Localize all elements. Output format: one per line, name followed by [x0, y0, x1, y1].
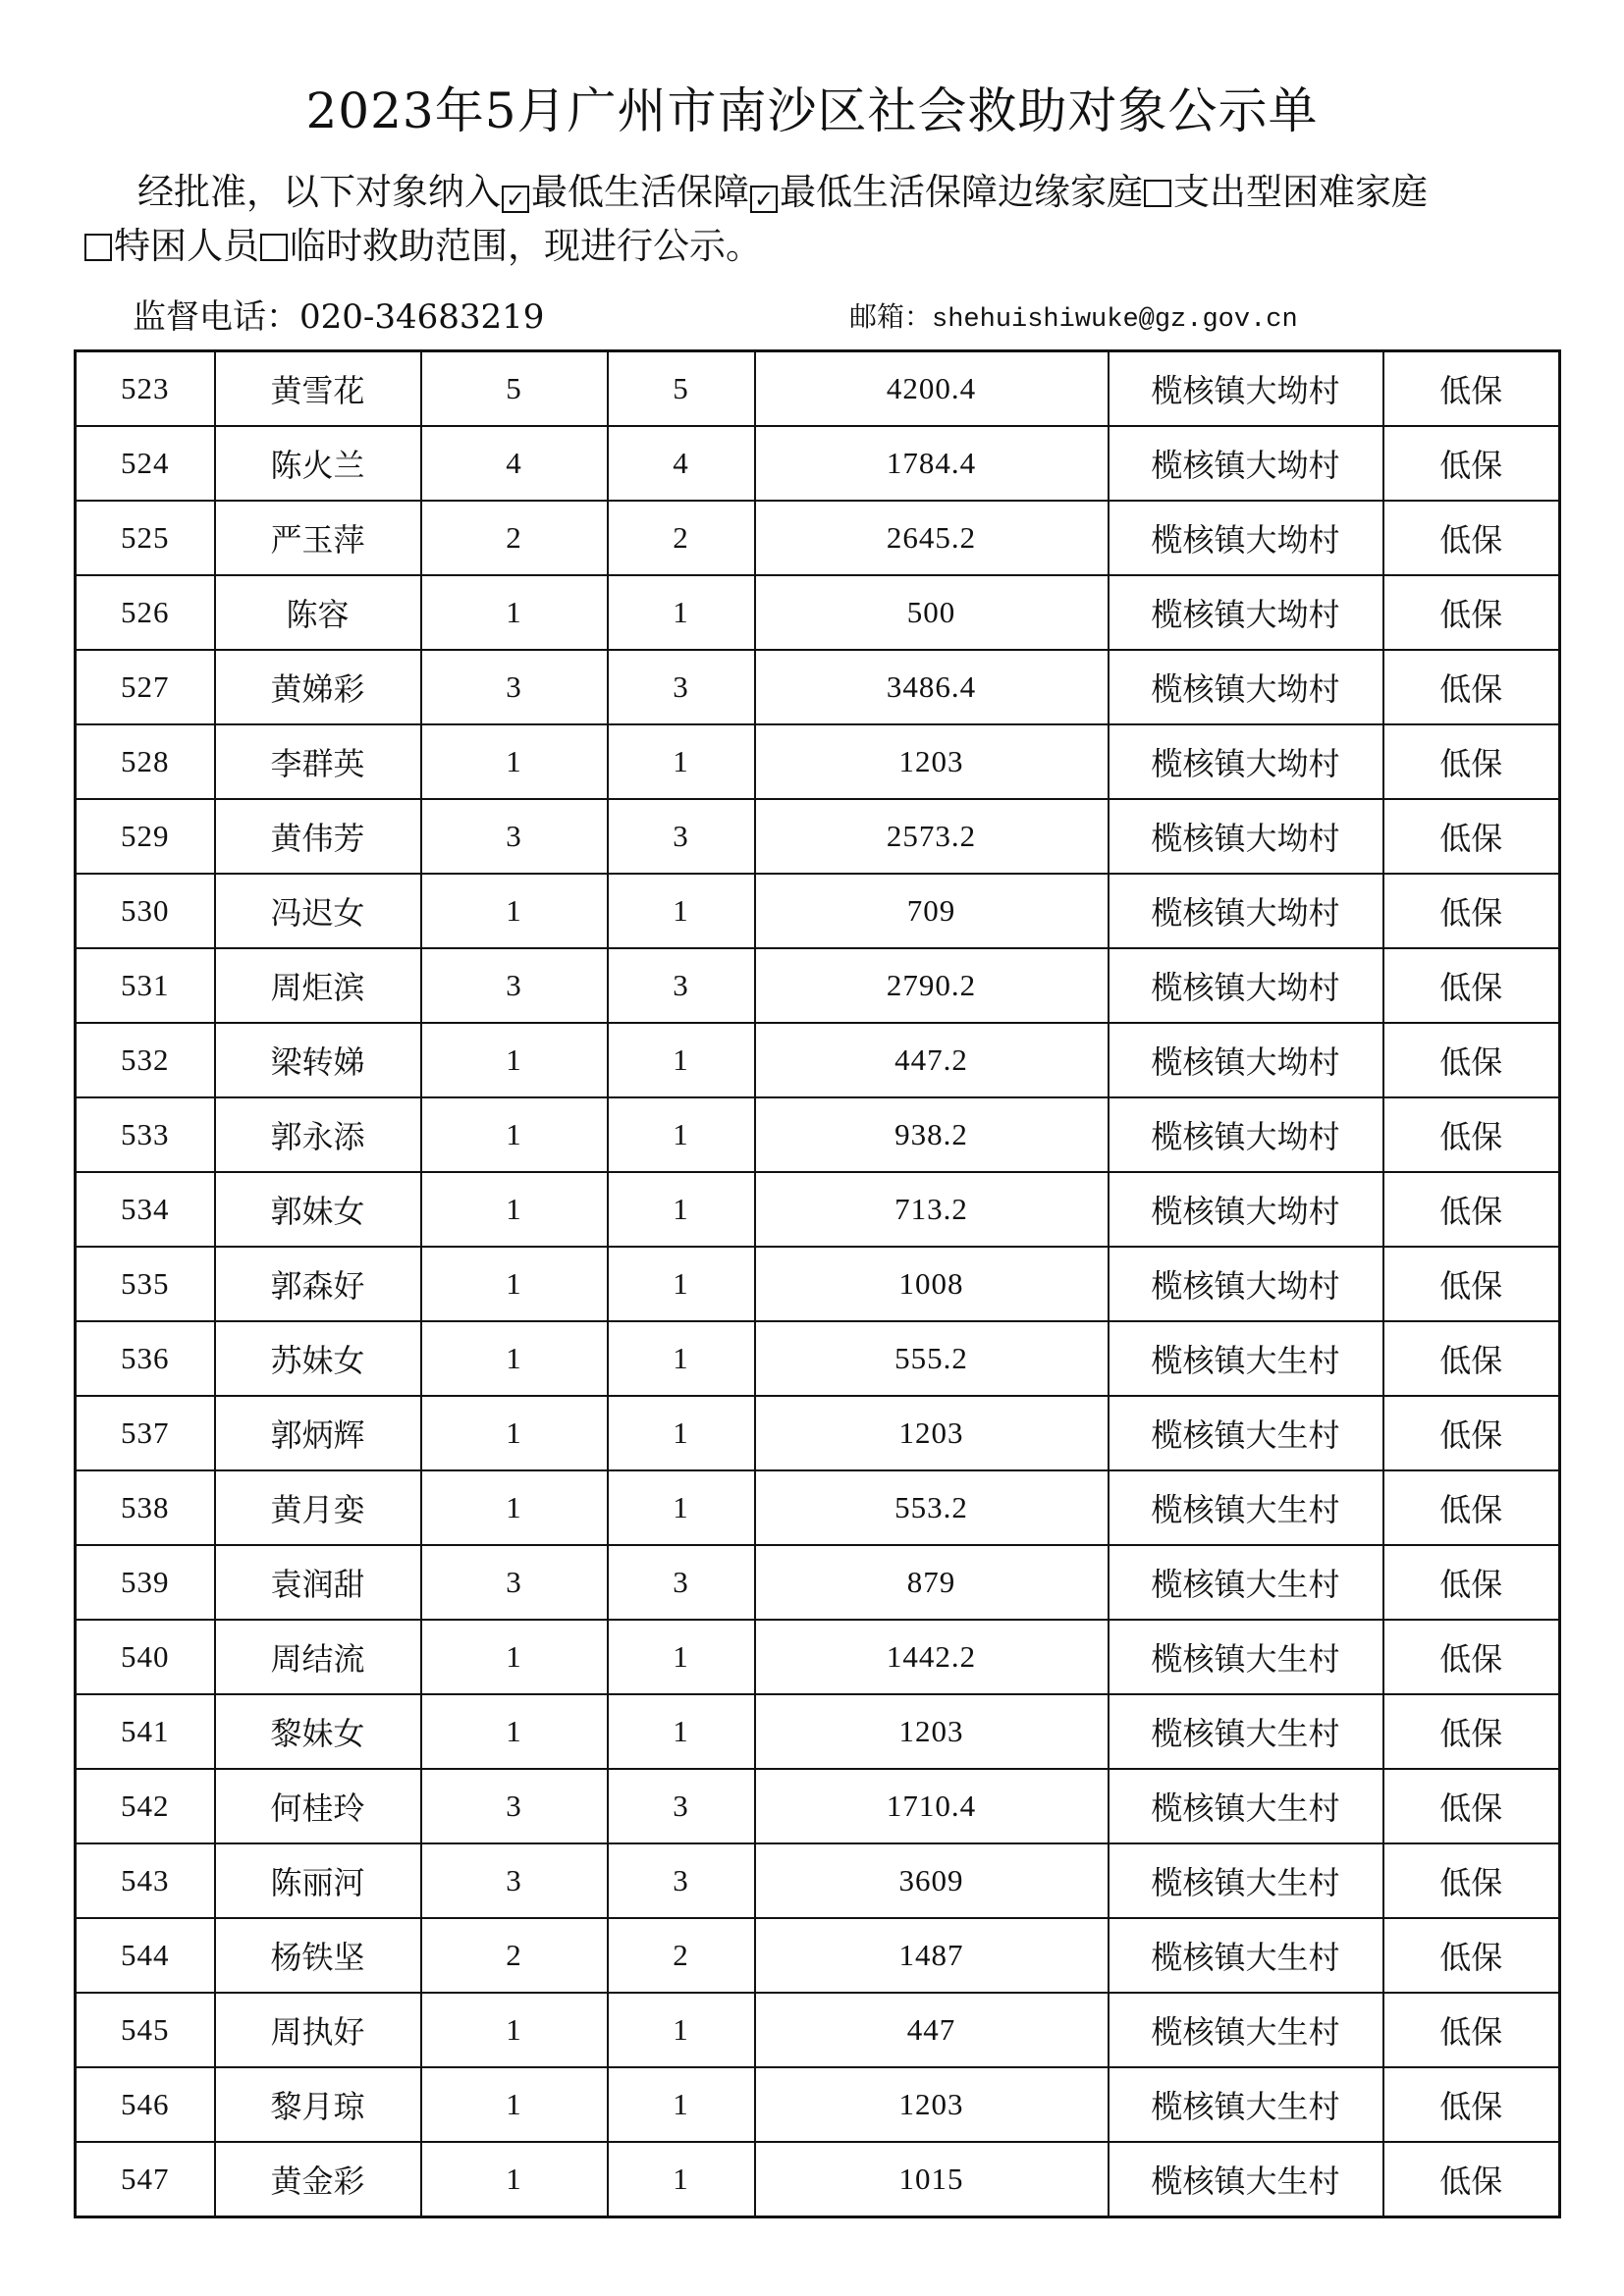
cell-aid-count: 3 [608, 948, 755, 1023]
cell-aid-type: 低保 [1383, 351, 1560, 427]
cell-aid-count: 1 [608, 1023, 755, 1097]
cell-address: 榄核镇大坳村 [1109, 426, 1383, 501]
cell-serial-number: 532 [76, 1023, 215, 1097]
cell-aid-count: 3 [608, 650, 755, 724]
cell-aid-type: 低保 [1383, 501, 1560, 575]
cell-household-size: 3 [421, 1843, 608, 1918]
cell-household-size: 1 [421, 1097, 608, 1172]
cell-aid-type: 低保 [1383, 1694, 1560, 1769]
table-row [76, 1694, 1560, 1769]
cell-name: 严玉萍 [215, 501, 421, 575]
cell-household-size: 1 [421, 724, 608, 799]
cell-aid-count: 3 [608, 1843, 755, 1918]
table-row [76, 650, 1560, 724]
cell-name: 陈容 [215, 575, 421, 650]
table-row [76, 1545, 1560, 1620]
cell-amount: 938.2 [755, 1097, 1109, 1172]
cell-serial-number: 523 [76, 351, 215, 427]
cell-aid-type: 低保 [1383, 2142, 1560, 2217]
phone-label: 监督电话： [133, 297, 299, 337]
cell-amount: 1203 [755, 2067, 1109, 2142]
cell-aid-type: 低保 [1383, 1993, 1560, 2067]
cell-name: 陈火兰 [215, 426, 421, 501]
cell-household-size: 3 [421, 948, 608, 1023]
cell-name: 杨铁坚 [215, 1918, 421, 1993]
cell-aid-type: 低保 [1383, 799, 1560, 874]
checkbox-checked-icon: ✓ [750, 186, 778, 213]
records-body [76, 351, 1560, 2217]
table-row [76, 2067, 1560, 2142]
cell-serial-number: 540 [76, 1620, 215, 1694]
checkbox-option-expense-hardship: 支出型困难家庭 [1143, 171, 1428, 213]
cell-aid-count: 1 [608, 575, 755, 650]
checkbox-option-dibao-edge: ✓ 最低生活保障边缘家庭 [749, 171, 1143, 213]
cell-serial-number: 541 [76, 1694, 215, 1769]
cell-address: 榄核镇大坳村 [1109, 874, 1383, 948]
cell-household-size: 1 [421, 575, 608, 650]
cell-household-size: 1 [421, 2142, 608, 2217]
table-row [76, 1172, 1560, 1247]
table-row [76, 1321, 1560, 1396]
cell-household-size: 2 [421, 1918, 608, 1993]
cell-aid-type: 低保 [1383, 2067, 1560, 2142]
cell-serial-number: 545 [76, 1993, 215, 2067]
cell-aid-count: 1 [608, 1620, 755, 1694]
cell-household-size: 1 [421, 1023, 608, 1097]
cell-address: 榄核镇大生村 [1109, 1470, 1383, 1545]
cell-aid-type: 低保 [1383, 1023, 1560, 1097]
checkbox-option-dibao: ✓ 最低生活保障 [501, 171, 749, 213]
checkbox-empty-icon [260, 234, 288, 261]
cell-aid-type: 低保 [1383, 426, 1560, 501]
cell-name: 黄伟芳 [215, 799, 421, 874]
cell-aid-type: 低保 [1383, 1545, 1560, 1620]
records-table [74, 349, 1561, 2218]
cell-amount: 1008 [755, 1247, 1109, 1321]
table-row [76, 1993, 1560, 2067]
cell-serial-number: 539 [76, 1545, 215, 1620]
table-row [76, 351, 1560, 427]
cell-serial-number: 528 [76, 724, 215, 799]
cell-amount: 1203 [755, 724, 1109, 799]
checkbox-option-temporary-aid: 临时救助范围，现进行公示。 [259, 225, 762, 267]
cell-aid-count: 2 [608, 1918, 755, 1993]
cell-name: 冯迟女 [215, 874, 421, 948]
cell-household-size: 4 [421, 426, 608, 501]
email-address: shehuishiwuke@gz.gov.cn [932, 305, 1298, 335]
cell-aid-type: 低保 [1383, 575, 1560, 650]
cell-address: 榄核镇大生村 [1109, 1396, 1383, 1470]
cell-aid-type: 低保 [1383, 1172, 1560, 1247]
cell-address: 榄核镇大坳村 [1109, 724, 1383, 799]
cell-name: 梁转娣 [215, 1023, 421, 1097]
cell-address: 榄核镇大坳村 [1109, 1172, 1383, 1247]
checkbox-empty-icon [1144, 180, 1171, 207]
intro-lead: 经批准，以下对象纳入 [137, 171, 501, 213]
cell-aid-count: 1 [608, 1097, 755, 1172]
table-row [76, 1918, 1560, 1993]
cell-aid-count: 1 [608, 1247, 755, 1321]
cell-aid-type: 低保 [1383, 724, 1560, 799]
cell-household-size: 1 [421, 1247, 608, 1321]
cell-address: 榄核镇大生村 [1109, 1843, 1383, 1918]
cell-aid-count: 1 [608, 1470, 755, 1545]
cell-name: 黎月琼 [215, 2067, 421, 2142]
cell-serial-number: 546 [76, 2067, 215, 2142]
cell-amount: 709 [755, 874, 1109, 948]
cell-household-size: 1 [421, 1694, 608, 1769]
cell-household-size: 1 [421, 2067, 608, 2142]
table-row [76, 575, 1560, 650]
cell-amount: 2573.2 [755, 799, 1109, 874]
cell-serial-number: 530 [76, 874, 215, 948]
cell-amount: 1487 [755, 1918, 1109, 1993]
cell-address: 榄核镇大生村 [1109, 1769, 1383, 1843]
cell-amount: 3609 [755, 1843, 1109, 1918]
cell-aid-count: 1 [608, 2067, 755, 2142]
table-row [76, 874, 1560, 948]
cell-aid-type: 低保 [1383, 1247, 1560, 1321]
cell-amount: 447.2 [755, 1023, 1109, 1097]
cell-household-size: 1 [421, 1172, 608, 1247]
cell-serial-number: 537 [76, 1396, 215, 1470]
cell-address: 榄核镇大生村 [1109, 1993, 1383, 2067]
table-row [76, 426, 1560, 501]
cell-aid-count: 5 [608, 351, 755, 427]
cell-address: 榄核镇大生村 [1109, 1620, 1383, 1694]
table-row [76, 501, 1560, 575]
cell-name: 郭炳辉 [215, 1396, 421, 1470]
cell-aid-count: 3 [608, 1769, 755, 1843]
cell-aid-count: 1 [608, 874, 755, 948]
cell-serial-number: 544 [76, 1918, 215, 1993]
table-row [76, 1247, 1560, 1321]
cell-serial-number: 538 [76, 1470, 215, 1545]
cell-serial-number: 529 [76, 799, 215, 874]
cell-aid-type: 低保 [1383, 1470, 1560, 1545]
checkbox-empty-icon [84, 234, 112, 261]
cell-aid-count: 1 [608, 1694, 755, 1769]
cell-aid-count: 3 [608, 799, 755, 874]
cell-household-size: 3 [421, 799, 608, 874]
cell-address: 榄核镇大生村 [1109, 1321, 1383, 1396]
cell-serial-number: 547 [76, 2142, 215, 2217]
cell-amount: 1203 [755, 1396, 1109, 1470]
table-row [76, 1396, 1560, 1470]
cell-aid-type: 低保 [1383, 1769, 1560, 1843]
cell-name: 黄雪花 [215, 351, 421, 427]
cell-serial-number: 533 [76, 1097, 215, 1172]
cell-amount: 4200.4 [755, 351, 1109, 427]
cell-name: 陈丽河 [215, 1843, 421, 1918]
cell-name: 周结流 [215, 1620, 421, 1694]
table-row [76, 1470, 1560, 1545]
cell-serial-number: 526 [76, 575, 215, 650]
cell-serial-number: 542 [76, 1769, 215, 1843]
cell-name: 黎妹女 [215, 1694, 421, 1769]
supervision-phone [133, 293, 544, 342]
cell-address: 榄核镇大坳村 [1109, 501, 1383, 575]
cell-address: 榄核镇大坳村 [1109, 948, 1383, 1023]
cell-address: 榄核镇大坳村 [1109, 650, 1383, 724]
cell-amount: 879 [755, 1545, 1109, 1620]
cell-address: 榄核镇大生村 [1109, 1694, 1383, 1769]
cell-aid-count: 1 [608, 1321, 755, 1396]
cell-household-size: 1 [421, 1321, 608, 1396]
cell-address: 榄核镇大坳村 [1109, 799, 1383, 874]
cell-address: 榄核镇大坳村 [1109, 1097, 1383, 1172]
cell-aid-type: 低保 [1383, 1843, 1560, 1918]
cell-name: 黄娣彩 [215, 650, 421, 724]
cell-address: 榄核镇大生村 [1109, 2142, 1383, 2217]
cell-name: 李群英 [215, 724, 421, 799]
cell-household-size: 5 [421, 351, 608, 427]
cell-amount: 500 [755, 575, 1109, 650]
table-row [76, 1769, 1560, 1843]
cell-amount: 2645.2 [755, 501, 1109, 575]
cell-household-size: 3 [421, 1545, 608, 1620]
cell-address: 榄核镇大生村 [1109, 2067, 1383, 2142]
phone-number: 020-34683219 [299, 297, 545, 337]
cell-amount: 447 [755, 1993, 1109, 2067]
cell-household-size: 3 [421, 1769, 608, 1843]
cell-household-size: 1 [421, 1396, 608, 1470]
cell-serial-number: 535 [76, 1247, 215, 1321]
table-row [76, 724, 1560, 799]
cell-name: 黄金彩 [215, 2142, 421, 2217]
cell-amount: 555.2 [755, 1321, 1109, 1396]
intro-paragraph [83, 165, 1556, 273]
cell-aid-type: 低保 [1383, 1620, 1560, 1694]
table-row [76, 1843, 1560, 1918]
cell-amount: 553.2 [755, 1470, 1109, 1545]
cell-aid-count: 1 [608, 1172, 755, 1247]
cell-aid-type: 低保 [1383, 1321, 1560, 1396]
cell-address: 榄核镇大坳村 [1109, 575, 1383, 650]
cell-name: 黄月娈 [215, 1470, 421, 1545]
cell-aid-count: 1 [608, 2142, 755, 2217]
cell-serial-number: 536 [76, 1321, 215, 1396]
cell-address: 榄核镇大生村 [1109, 1545, 1383, 1620]
cell-serial-number: 527 [76, 650, 215, 724]
cell-household-size: 1 [421, 874, 608, 948]
checkbox-checked-icon: ✓ [502, 186, 529, 213]
cell-address: 榄核镇大坳村 [1109, 351, 1383, 427]
cell-name: 郭森好 [215, 1247, 421, 1321]
cell-amount: 1203 [755, 1694, 1109, 1769]
cell-household-size: 2 [421, 501, 608, 575]
page-title: 2023年5月广州市南沙区社会救助对象公示单 [305, 82, 1319, 139]
cell-amount: 1442.2 [755, 1620, 1109, 1694]
cell-aid-type: 低保 [1383, 1396, 1560, 1470]
cell-name: 袁润甜 [215, 1545, 421, 1620]
table-row [76, 1620, 1560, 1694]
table-row [76, 799, 1560, 874]
cell-aid-count: 2 [608, 501, 755, 575]
cell-aid-type: 低保 [1383, 650, 1560, 724]
cell-amount: 3486.4 [755, 650, 1109, 724]
table-row [76, 948, 1560, 1023]
cell-serial-number: 524 [76, 426, 215, 501]
cell-name: 周炬滨 [215, 948, 421, 1023]
table-row [76, 1023, 1560, 1097]
cell-aid-count: 4 [608, 426, 755, 501]
cell-aid-type: 低保 [1383, 1097, 1560, 1172]
cell-amount: 2790.2 [755, 948, 1109, 1023]
cell-serial-number: 531 [76, 948, 215, 1023]
cell-aid-type: 低保 [1383, 874, 1560, 948]
cell-amount: 1710.4 [755, 1769, 1109, 1843]
email-label: 邮箱： [849, 300, 933, 333]
cell-serial-number: 525 [76, 501, 215, 575]
cell-household-size: 1 [421, 1470, 608, 1545]
cell-name: 郭妹女 [215, 1172, 421, 1247]
cell-serial-number: 534 [76, 1172, 215, 1247]
cell-aid-count: 3 [608, 1545, 755, 1620]
cell-amount: 1784.4 [755, 426, 1109, 501]
cell-aid-count: 1 [608, 1396, 755, 1470]
cell-serial-number: 543 [76, 1843, 215, 1918]
cell-address: 榄核镇大坳村 [1109, 1247, 1383, 1321]
cell-household-size: 1 [421, 1993, 608, 2067]
cell-amount: 1015 [755, 2142, 1109, 2217]
cell-household-size: 3 [421, 650, 608, 724]
cell-name: 周执好 [215, 1993, 421, 2067]
cell-aid-count: 1 [608, 724, 755, 799]
table-row [76, 2142, 1560, 2217]
cell-name: 苏妹女 [215, 1321, 421, 1396]
cell-amount: 713.2 [755, 1172, 1109, 1247]
cell-address: 榄核镇大生村 [1109, 1918, 1383, 1993]
cell-aid-count: 1 [608, 1993, 755, 2067]
cell-name: 何桂玲 [215, 1769, 421, 1843]
cell-address: 榄核镇大坳村 [1109, 1023, 1383, 1097]
checkbox-option-tekun: 特困人员 [83, 225, 259, 267]
cell-household-size: 1 [421, 1620, 608, 1694]
cell-aid-type: 低保 [1383, 948, 1560, 1023]
cell-aid-type: 低保 [1383, 1918, 1560, 1993]
cell-name: 郭永添 [215, 1097, 421, 1172]
table-row [76, 1097, 1560, 1172]
supervision-email [849, 293, 1298, 345]
